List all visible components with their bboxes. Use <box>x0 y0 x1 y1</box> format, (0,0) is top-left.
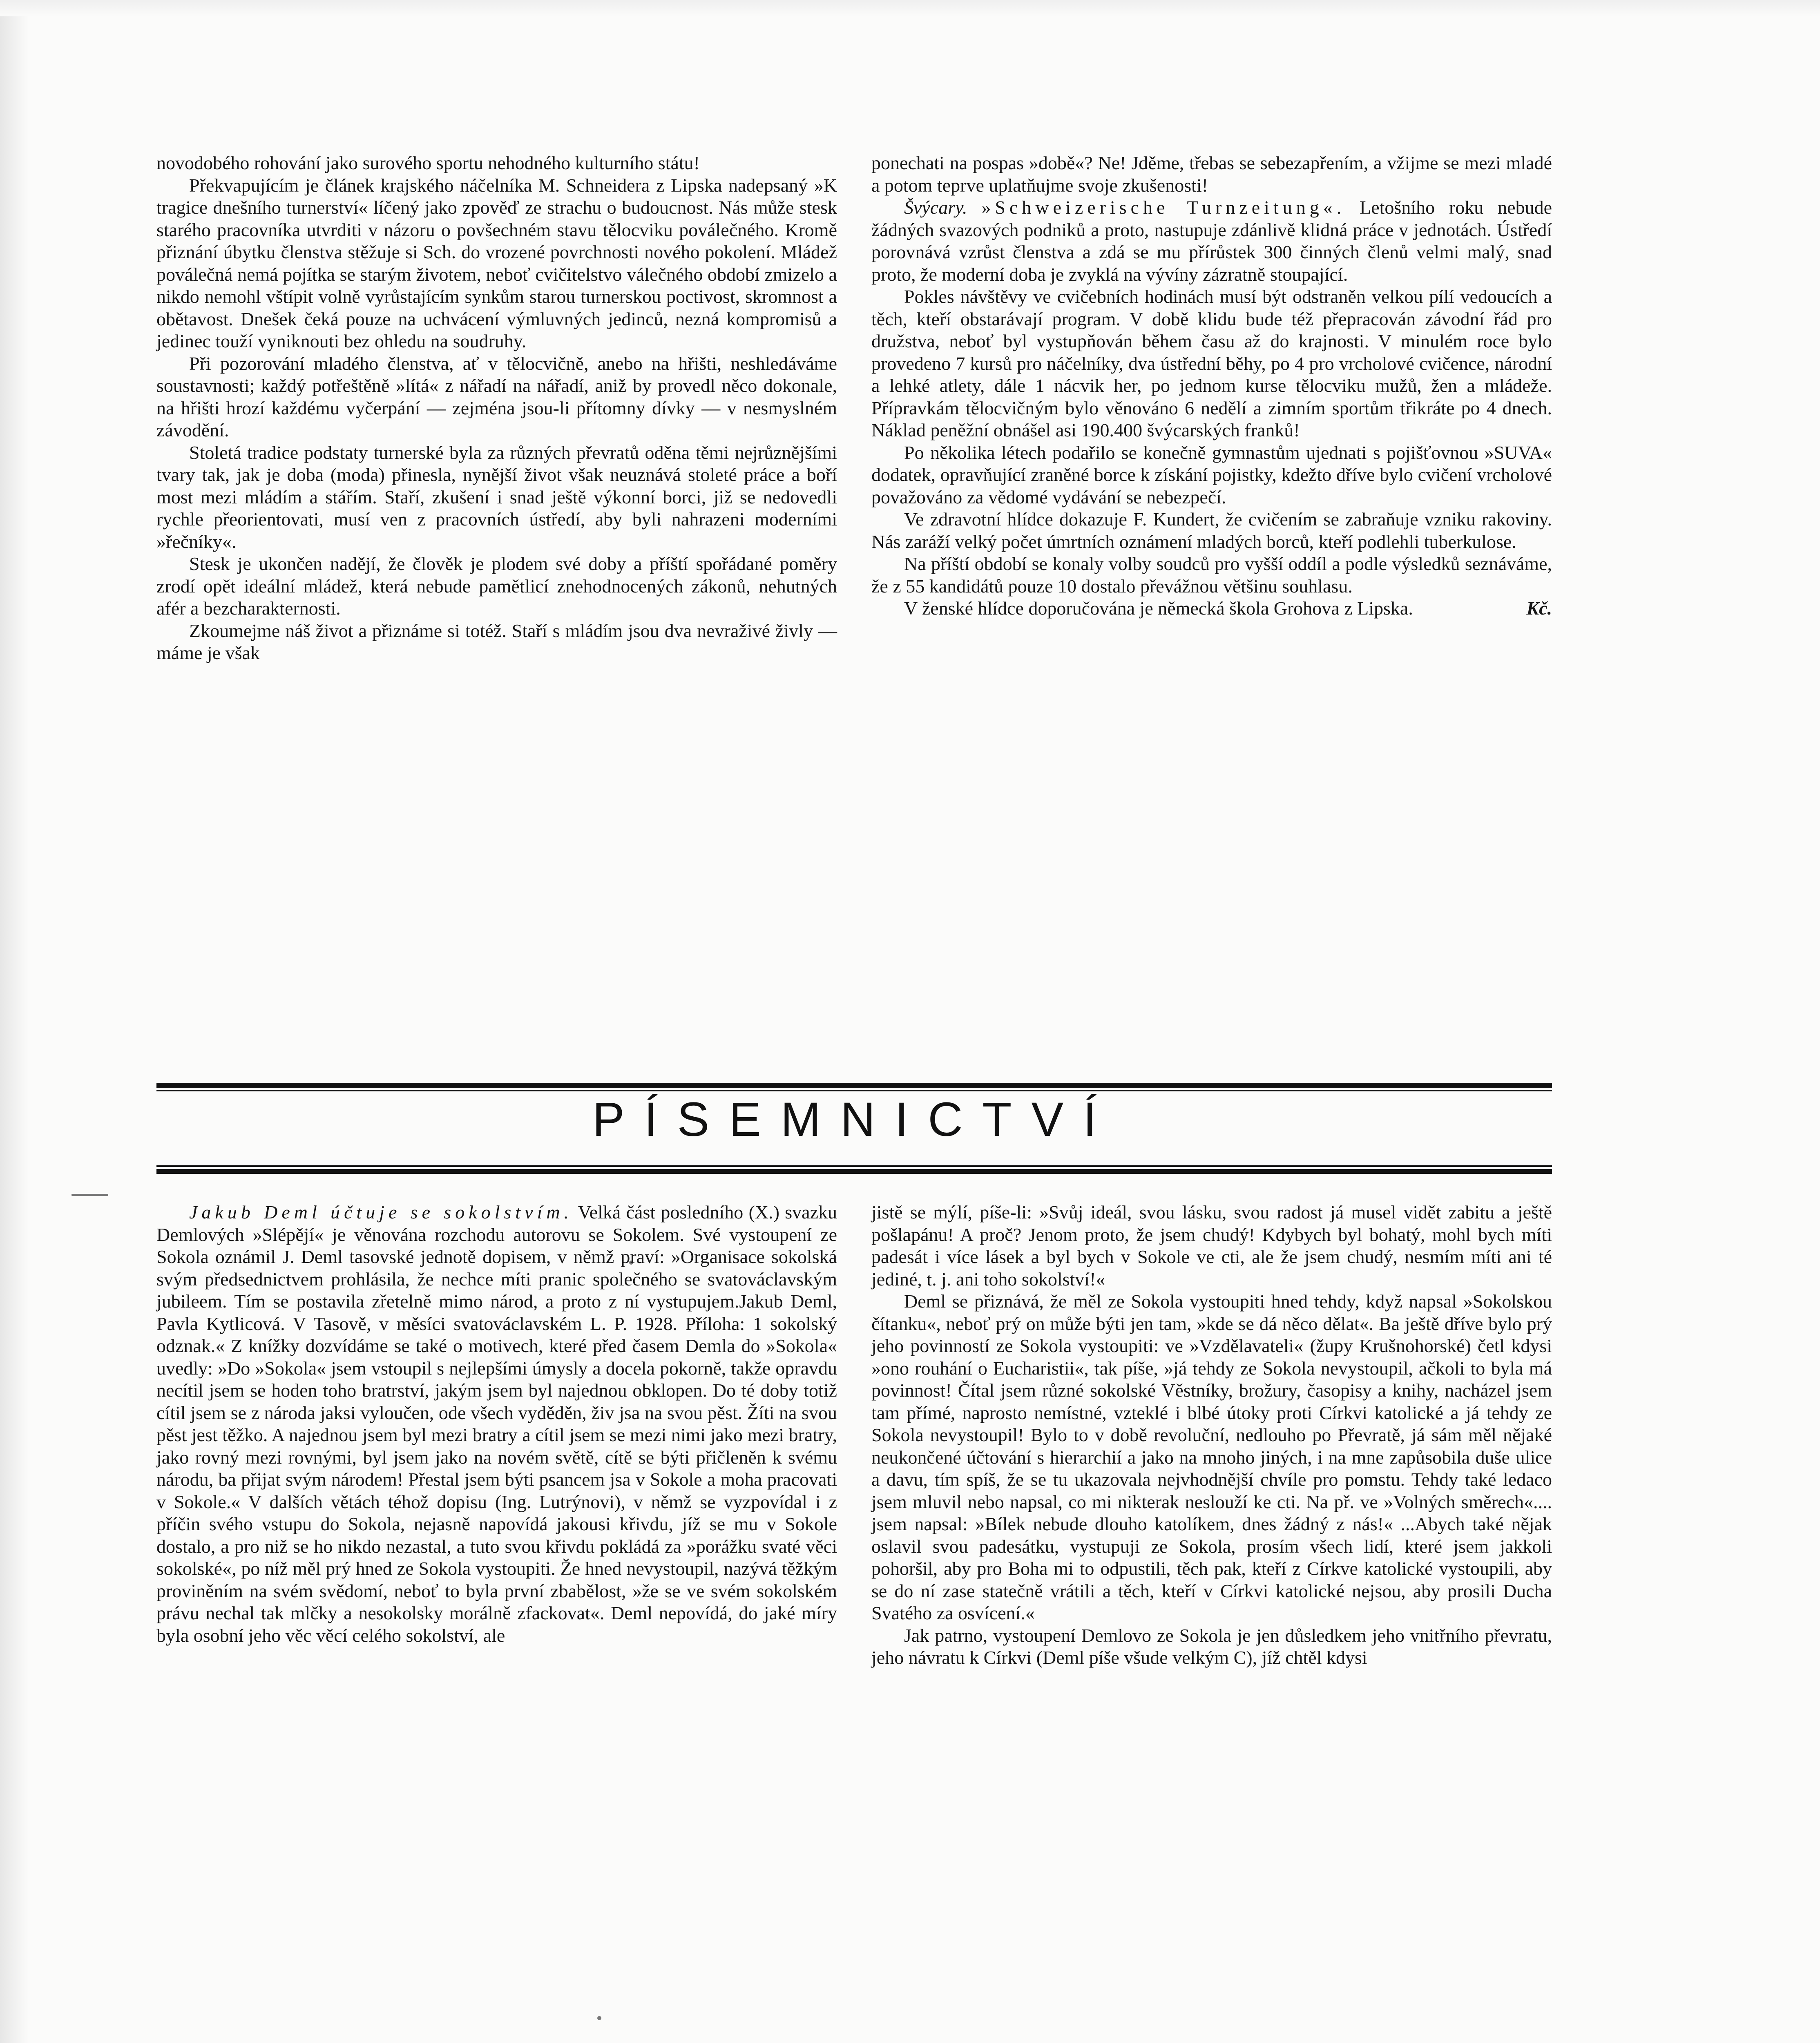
scan-shadow-left <box>0 0 29 2043</box>
paragraph: Při pozorování mladého členstva, ať v tělocvičně, anebo na hřišti, neshledáváme soustavnosti; každý potřeštěně »lítá« z nářadí na nářadí, aniž by provedl něco dokonale, na hřišti hrozí každému vyčerpání — zejména jsou-li přítomny dívky — v nesmyslném závodění. <box>156 353 837 440</box>
paragraph: ponechati na pospas »době«? Ne! Jděme, třebas se sebezapřením, a vžijme se mezi mladé a potom teprve uplatňujme svoje zkušenosti! <box>871 152 1552 196</box>
author-signature: Kč. <box>1526 598 1552 619</box>
periodical-name: »Schweizerische Turnzeitung«. <box>981 197 1346 218</box>
paragraph: Překvapujícím je článek krajského náčelníka M. Schneidera z Lipska nadepsaný »K tragice dnešního turnerství« líčený jako zpověď ze strachu o budoucnost. Nás může stesk starého pracovníka utvrditi v názoru o povšechném stavu tělocviku poválečného. Kromě přiznání úbytku členstva stěžuje si Sch. do vrozené povrchnosti nového pokolení. Mládež poválečná nemá pojítka se starým životem, neboť cvičitelstvo válečného období zmizelo a nikdo nemohl vštípit volně vyrůstajícím synkům starou turnerskou poctivost, skromnost a obětavost. Dnešek čeká pouze na uchvácení výmluvných jedinců, nezná kompromisů a jedinec touží vyniknouti bez ohledu na soudruhy. <box>156 174 837 351</box>
paragraph: Stesk je ukončen nadějí, že člověk je plodem své doby a příští spořádané poměry zrodí opět ideální mládež, která nebude pamětlicí znehodnocených zákonů, nehutných afér a bezcharakternosti. <box>156 553 837 619</box>
paragraph <box>871 197 1552 286</box>
paragraph: Pokles návštěvy ve cvičebních hodinách musí být odstraněn velkou pílí vedoucích a těch, kteří obstarávají program. V době klidu bude též přepracován závodní řád pro družstva, neboť byl vystupňován během času až do krajnosti. V minulém roce bylo provedeno 7 kursů pro náčelníky, dva ústřední běhy, po 4 pro vrcholové cvičence, národní a lehké atlety, dále 1 nácvik her, po jednom kurse tělocviku mužů, žen a mládeže. Přípravkám tělocvičným bylo věnováno 6 nedělí a zimním sportům třikráte po 4 dnech. Náklad peněžní obnášel asi 190.400 švýcarských franků! <box>871 286 1552 440</box>
section-title: PÍSEMNICTVÍ <box>592 1093 1116 1147</box>
paragraph: Ve zdravotní hlídce dokazuje F. Kundert, že cvičením se zabraňuje vzniku rakoviny. Nás zaráží velký počet úmrtních oznámení mladých borců, kteří podlehli tuberkulose. <box>871 509 1552 552</box>
paragraph: jistě se mýlí, píše-li: »Svůj ideál, svou lásku, svou radost já musel vidět zabitu a ještě pošlapánu! A proč? Jenom proto, že jsem chudý! Kdybych byl bohatý, mohl bych míti padesát i více lásek a byl bych v Sokole ve cti, ale že jsem chudý, nesmím míti ani té jediné, t. j. ani toho sokolství!« <box>871 1202 1552 1290</box>
speck <box>597 2016 601 2020</box>
paragraph: Zkoumejme náš život a přiznáme si totéž. Staří s mládím jsou dva nevraživé živly — máme je však <box>156 620 837 663</box>
bottom-left-column <box>156 1201 837 1647</box>
top-right-column <box>871 152 1552 620</box>
pencil-mark <box>71 1194 108 1196</box>
paragraph: Po několika létech podařilo se konečně gymnastům ujednati s pojišťovnou »SUVA« dodatek, opravňující zraněné borce k získání pojistky, kdežto dříve bylo cvičení vrcholové považováno za vědomé vydávání se nebezpečí. <box>871 442 1552 507</box>
paragraph: Stoletá tradice podstaty turnerské byla za různých převratů oděna těmi nejrůznějšími tvary tak, jak je doba (moda) přinesla, nynější život však neuznává stoleté práce a boří most mezi mládím a stářím. Staří, zkušení i snad ještě výkonní borci, již se nedovedli rychle přeorientovati, musí ven z pracovních ústředí, aby byli nahrazeni moderními »řečníky«. <box>156 442 837 552</box>
bottom-right-column <box>871 1201 1552 1669</box>
paragraph-text: Velká část posledního (X.) svazku Demlových »Slépějí« je věnována rozchodu autorovu se Sokolem. Své vystoupení ze Sokola oznámil J. Deml tasovské jednotě dopisem, v němž praví: »Organisace sokolská svým předsednictvem prohlásila, že nechce míti pranic společného se svatováclavským jubileem. Tím se postavila zřetelně mimo národ, a proto z ní vystupujem.Jakub Deml, Pavla Kytlicová. V Tasově, v měsíci svatováclavském L. P. 1928. Příloha: 1 sokolský odznak.« Z knížky dozvídáme se také o motivech, které před časem Demla do »Sokola« uvedly: »Do »Sokola« jsem vstoupil s nejlepšími úmysly a docela pokorně, takže opravdu necítil jsem se hoden toho bratrství, jakým jsem byl najednou obklopen. Do té doby totiž cítil jsem se z národa jaksi vyloučen, ode všech vyděděn, živ jsa na svou pěst. Žíti na svou pěst jest těžko. A najednou jsem byl mezi bratry a cítil jsem se mezi nimi jako mezi bratry, jako rovný mezi rovnými, byl jsem jako na novém světě, cítě se býti přičleněn k svému národu, ba přijat svým národem! Přestal jsem býti psancem jsa v Sokole a moha pracovati v Sokole.« V dalších větách téhož dopisu (Ing. Lutrýnovi), v němž se vyzpovídal i z příčin svého vstupu do Sokola, nejasně napovídá jakousi křivdu, jíž se mu v Sokole dostalo, a pro niž se ho nikdo nezastal, a tuto svou křivdu pokládá za »porážku svaté věci sokolské«, po níž měl prý hned ze Sokola vystoupiti. Že hned nevystoupil, nazývá těžkým proviněním na svém svědomí, neboť to byla první zbabělost, »že se ve svém sokolském právu nechal tak mlčky a nesokolsky morálně zfackovat«. Deml nepovídá, do jaké míry byla osobní jeho věc věcí celého sokolství, ale <box>156 1202 837 1646</box>
paragraph: Deml se přiznává, že měl ze Sokola vystoupiti hned tehdy, když napsal »Sokolskou čítanku«, neboť prý on může býti jen tam, »kde se dá něco dělat«. Ba ještě dříve bylo prý jeho povinností ze Sokola vystoupiti: ve »Vzdělavateli« (župy Krušnohorské) četl kdysi »ono rouhání o Eucharistii«, tak píše, »já tehdy ze Sokola nevystoupil, ačkoli to byla má povinnost! Čítal jsem různé sokolské Věstníky, brožury, časopisy a knihy, nacházel jsem tam přímé, naprosto nemístné, vzteklé i blbé útoky proti Církvi katolické a já tehdy ze Sokola nevystoupil! Bylo to v době revoluční, nedlouho po Převratě, já sám měl nějaké neukončené účtování s hierarchií a jako na mnoho jiných, i na mne zapůsobila duše ulice a davu, tím spíš, že se tu ukazovala nejvhodnější chvíle pro pomstu. Tehdy také ledaco jsem mluvil nebo napsal, co mi nikterak neslouží ke cti. Na př. ve »Volných směrech«.... jsem napsal: »Bílek nebude dlouho katolíkem, dnes žádný z nás!« ...Abych také nějak oslavil svou padesátku, vystupuji ze Sokola, prosím všech lidí, které jsem jakkoli pohoršil, aby pro Boha mi to odpustili, těch pak, kteří z Církve katolické vystoupili, aby se do ní zase statečně vrátili a těch, kteří v Církvi katolické nejsou, aby prosili Ducha Svatého za osvícení.« <box>871 1291 1552 1623</box>
section-rule-top <box>156 1083 1552 1088</box>
country-heading: Švýcary. <box>904 197 967 218</box>
review-heading: Jakub Deml účtuje se sokolstvím. <box>189 1202 573 1223</box>
paragraph: Na příští období se konaly volby soudců pro vyšší oddíl a podle výsledků seznáváme, že z 55 kandidátů pouze 10 dostalo převážnou většinu souhlasu. <box>871 553 1552 597</box>
top-left-column <box>156 152 837 664</box>
paragraph: Jak patrno, vystoupení Demlovo ze Sokola je jen důsledkem jeho vnitřního převratu, jeho návratu k Církvi (Deml píše všude velkým C), jíž chtěl kdysi <box>871 1625 1552 1668</box>
paragraph-text: Letošního roku nebude žádných svazových podniků a proto, nastupuje zdánlivě klidná práce v jednotách. Ústředí porovnává vzrůst členstva a zdá se mu přírůstek 300 činných členů velmi malý, snad proto, že moderní doba je zvyklá na vývíny zázratně stoupající. <box>871 197 1552 285</box>
paragraph <box>871 597 1552 620</box>
section-rule-bottom-thin <box>156 1165 1552 1167</box>
section-rule-bottom <box>156 1169 1552 1174</box>
paragraph <box>156 1201 837 1647</box>
paragraph-text: V ženské hlídce doporučována je německá škola Grohova z Lipska. <box>904 598 1413 619</box>
paragraph: novodobého rohování jako surového sportu nehodného kulturního státu! <box>156 152 700 173</box>
section-rule-top-thin <box>156 1090 1552 1091</box>
scan-shadow-top <box>0 0 1820 16</box>
